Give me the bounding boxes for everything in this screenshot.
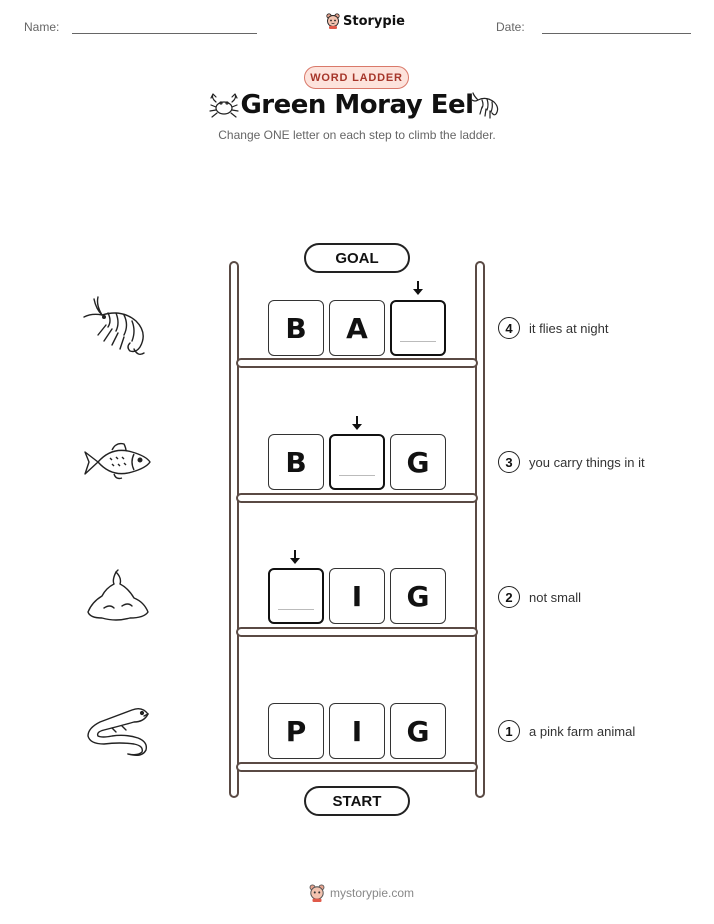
blank-letter-tile[interactable] xyxy=(390,300,446,356)
letter-tile: B xyxy=(268,300,324,356)
letter-tile: G xyxy=(390,703,446,759)
clue-text: you carry things in it xyxy=(529,455,645,470)
logo-text: Storypie xyxy=(343,13,405,29)
word-ladder-badge: WORD LADDER xyxy=(304,66,409,89)
letter-tile: A xyxy=(329,300,385,356)
date-label: Date: xyxy=(496,20,525,34)
jellyfish-icon xyxy=(82,568,152,624)
down-arrow-icon xyxy=(411,280,425,296)
down-arrow-icon xyxy=(350,415,364,431)
name-label: Name: xyxy=(24,20,60,34)
clue-text: it flies at night xyxy=(529,321,609,336)
clue-text: not small xyxy=(529,590,582,605)
eel-icon xyxy=(82,702,152,758)
step-number: 3 xyxy=(498,451,520,473)
step-number: 2 xyxy=(498,586,520,608)
ladder-rung xyxy=(236,493,478,503)
step-number: 1 xyxy=(498,720,520,742)
blank-letter-tile[interactable] xyxy=(268,568,324,624)
letter-tile: P xyxy=(268,703,324,759)
letter-tile: I xyxy=(329,568,385,624)
letter-tile: I xyxy=(329,703,385,759)
letter-tile: B xyxy=(268,434,324,490)
letter-tile: G xyxy=(390,434,446,490)
page-title: Green Moray Eel xyxy=(240,90,474,120)
down-arrow-icon xyxy=(288,549,302,565)
footer-url[interactable]: mystorypie.com xyxy=(330,886,415,900)
footer xyxy=(309,884,414,902)
ladder-rung xyxy=(236,762,478,772)
date-line[interactable] xyxy=(542,33,691,34)
ladder-rung xyxy=(236,627,478,637)
name-line[interactable] xyxy=(72,33,257,34)
fish-icon xyxy=(82,440,152,484)
shrimp-icon xyxy=(472,92,504,120)
ladder-rung xyxy=(236,358,478,368)
step-number: 4 xyxy=(498,317,520,339)
ladder-left-rail xyxy=(229,261,239,798)
storypie-mascot-icon xyxy=(326,13,340,29)
blank-letter-tile[interactable] xyxy=(329,434,385,490)
goal-label: GOAL xyxy=(304,243,410,273)
instructions: Change ONE letter on each step to climb the ladder. xyxy=(218,128,496,142)
storypie-logo xyxy=(326,13,405,29)
clue-text: a pink farm animal xyxy=(529,724,636,739)
shrimp-icon xyxy=(82,295,152,359)
start-label: START xyxy=(304,786,410,816)
ladder-right-rail xyxy=(475,261,485,798)
storypie-mascot-icon xyxy=(309,884,325,902)
letter-tile: G xyxy=(390,568,446,624)
